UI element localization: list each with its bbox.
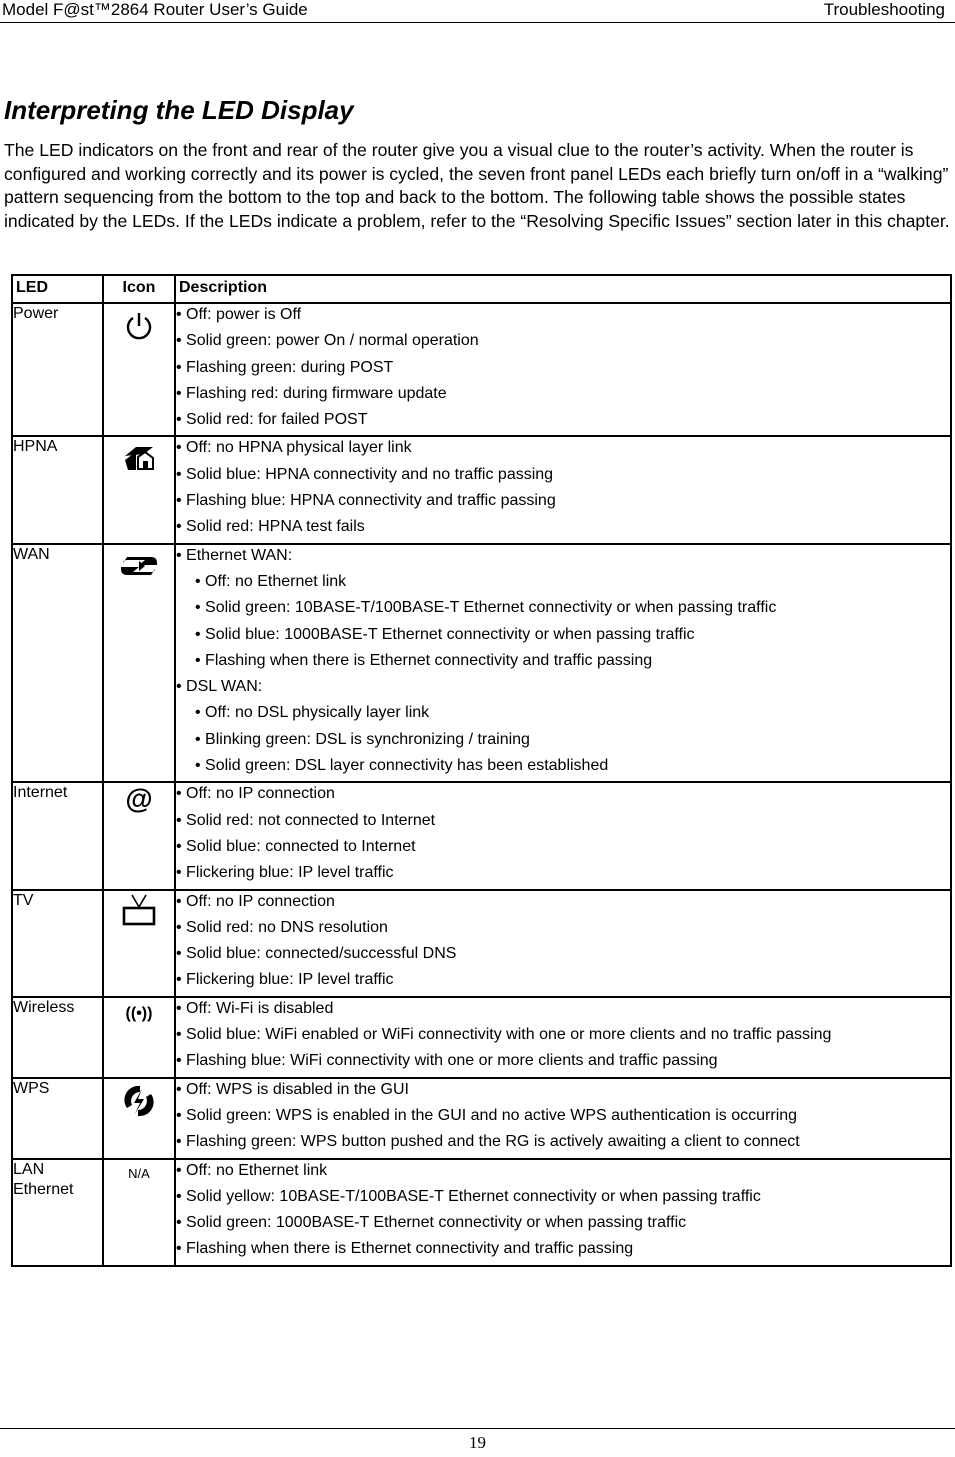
led-name: TV — [12, 890, 103, 997]
list-item: • Flickering blue: IP level traffic — [176, 971, 394, 989]
table-row — [12, 436, 951, 543]
table-row — [12, 1078, 951, 1159]
list-item: • Off: no IP connection — [176, 785, 335, 803]
list-item: • Flashing blue: WiFi connectivity with one or more clients and traffic passing — [176, 1052, 718, 1070]
led-name: HPNA — [12, 436, 103, 543]
intro-paragraph: The LED indicators on the front and rear of the router give you a visual clue to the router’s activity. When the router is configured and working correctly and its power is cycled, the seven front panel LEDs each briefly turn on/off in a “walking” pattern sequencing from the bottom to the top and back to the bottom. The following table shows the possible states indicated by the LEDs. If the LEDs indicate a problem, refer to the “Resolving Specific Issues” section later in this chapter. — [4, 140, 950, 231]
header-icon: Icon — [103, 275, 175, 303]
page-footer — [0, 1428, 955, 1451]
led-name: Internet — [12, 782, 103, 889]
list-item: • Flashing when there is Ethernet connectivity and traffic passing — [195, 651, 653, 669]
list-item: • Flickering blue: IP level traffic — [176, 864, 394, 882]
table-row — [12, 1159, 951, 1266]
list-item: • Off: no Ethernet link — [195, 572, 347, 590]
list-item: • Solid blue: HPNA connectivity and no traffic passing — [176, 465, 554, 483]
list-item: • Solid red: no DNS resolution — [176, 918, 388, 936]
list-item: • Solid yellow: 10BASE-T/100BASE-T Ethernet connectivity or when passing traffic — [176, 1187, 761, 1205]
section-title: Interpreting the LED Display — [4, 95, 354, 125]
wan-icon — [119, 551, 159, 586]
wps-icon — [122, 1083, 156, 1124]
page-header — [0, 0, 955, 23]
list-item: • Solid green: 10BASE-T/100BASE-T Ethernet connectivity or when passing traffic — [195, 599, 777, 617]
list-item: • Solid green: DSL layer connectivity has been established — [195, 757, 609, 775]
list-item: • Solid red: for failed POST — [176, 411, 368, 429]
list-item: • Off: no Ethernet link — [176, 1161, 328, 1179]
led-name: Wireless — [12, 997, 103, 1078]
list-item: • Off: power is Off — [176, 306, 302, 323]
list-item: • Off: no DSL physically layer link — [195, 704, 430, 722]
header-led: LED — [12, 275, 103, 303]
icon-not-applicable: N/A — [128, 1165, 150, 1181]
led-name-line: Ethernet — [13, 1180, 74, 1198]
table-row — [12, 303, 951, 436]
list-item: • Off: no IP connection — [176, 892, 335, 910]
page-number: 19 — [469, 1433, 486, 1452]
list-item: • Flashing red: during firmware update — [176, 384, 447, 402]
list-item: • Solid green: 1000BASE-T Ethernet connectivity or when passing traffic — [176, 1214, 687, 1232]
list-item: • Flashing blue: HPNA connectivity and traffic passing — [176, 492, 556, 510]
list-item: • Off: no HPNA physical layer link — [176, 439, 412, 457]
led-name: WAN — [12, 544, 103, 783]
list-item: • Solid red: not connected to Internet — [176, 811, 436, 829]
hpna-icon — [122, 443, 156, 478]
tv-icon — [121, 893, 157, 932]
list-item: • Solid red: HPNA test fails — [176, 518, 365, 536]
led-name: WPS — [12, 1078, 103, 1159]
list-item: • Blinking green: DSL is synchronizing / training — [195, 730, 530, 748]
led-name — [12, 1159, 103, 1266]
list-item: • Flashing green: WPS button pushed and the RG is actively awaiting a client to connect — [176, 1133, 800, 1151]
list-item: • Off: Wi-Fi is disabled — [176, 999, 334, 1017]
list-item: • Flashing green: during POST — [176, 358, 394, 376]
list-item: • Solid green: power On / normal operation — [176, 332, 479, 350]
list-item: • Off: WPS is disabled in the GUI — [176, 1080, 409, 1098]
header-description: Description — [175, 275, 951, 303]
table-header-row — [12, 275, 951, 303]
led-name: Power — [12, 303, 103, 436]
table-row — [12, 890, 951, 997]
led-table — [11, 274, 952, 1267]
table-row — [12, 544, 951, 783]
led-name-line: LAN — [13, 1160, 45, 1178]
list-item: • Ethernet WAN: — [176, 546, 293, 564]
list-item: • Flashing when there is Ethernet connectivity and traffic passing — [176, 1240, 634, 1258]
list-item: • Solid green: WPS is enabled in the GUI and no active WPS authentication is occurring — [176, 1106, 798, 1124]
header-doc-title: Model F@st™2864 Router User’s Guide — [2, 0, 308, 19]
wireless-icon: ((•)) — [125, 1004, 153, 1022]
list-item: • DSL WAN: — [176, 678, 263, 696]
list-item: • Solid blue: 1000BASE-T Ethernet connectivity or when passing traffic — [195, 625, 695, 643]
list-item: • Solid blue: WiFi enabled or WiFi connectivity with one or more clients and no traffic passing — [176, 1026, 832, 1044]
list-item: • Solid blue: connected to Internet — [176, 837, 416, 855]
header-chapter: Troubleshooting — [823, 0, 945, 19]
table-row — [12, 782, 951, 889]
internet-at-icon: @ — [125, 783, 153, 815]
power-icon — [123, 310, 155, 347]
table-row — [12, 997, 951, 1078]
list-item: • Solid blue: connected/successful DNS — [176, 945, 457, 963]
